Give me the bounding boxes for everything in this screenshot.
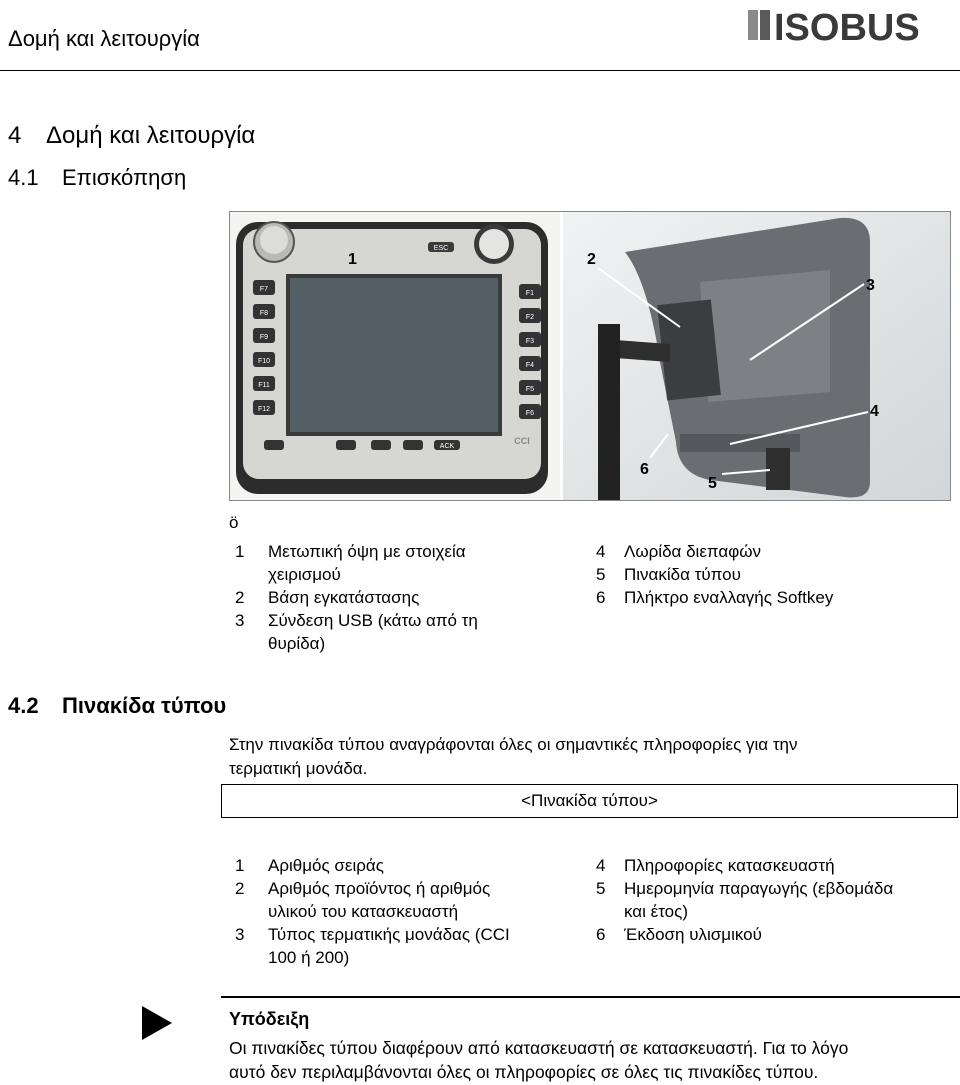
legend-text: Σύνδεση USB (κάτω από τη — [268, 611, 478, 630]
legend-number: 4 — [596, 542, 606, 561]
note-line: αυτό δεν περιλαμβάνονται όλες οι πληροφορίες σε όλες τις πινακίδες τύπου. — [229, 1062, 819, 1082]
legend-text: Βάση εγκατάστασης — [268, 588, 420, 607]
legend-number: 3 — [235, 611, 245, 630]
legend-text: Έκδοση υλισμικού — [624, 925, 762, 944]
plate-legend-item-4 — [596, 854, 946, 877]
legend-text: Λωρίδα διεπαφών — [624, 542, 762, 561]
note-title: Υπόδειξη — [229, 1009, 310, 1029]
key-f4: F4 — [525, 362, 535, 369]
section-number: 4.1 — [8, 165, 39, 190]
chapter-title: Δομή και λειτουργία — [46, 122, 256, 149]
section-heading-overview — [8, 165, 186, 191]
callout-2: 2 — [587, 251, 596, 268]
legend-number: 2 — [235, 588, 245, 607]
section-title: Πινακίδα τύπου — [62, 693, 227, 718]
legend-number: 5 — [596, 565, 606, 584]
type-plate-paragraph — [229, 733, 909, 781]
svg-text:ISOBUS: ISOBUS — [774, 7, 920, 48]
legend-text-cont: χειρισμού — [268, 565, 341, 584]
key-f10: F10 — [257, 358, 271, 365]
plate-legend-item-6 — [596, 923, 946, 946]
legend-text: Μετωπική όψη με στοιχεία — [268, 542, 466, 561]
legend-item-4 — [596, 540, 936, 563]
callout-6: 6 — [640, 461, 649, 478]
legend-number: 6 — [596, 588, 606, 607]
legend-text: Αριθμός σειράς — [268, 856, 384, 875]
plate-legend-item-1 — [235, 854, 555, 877]
ccisobus-logo — [746, 2, 948, 48]
callout-5: 5 — [708, 475, 717, 492]
legend-text-cont: υλικού του κατασκευαστή — [268, 902, 459, 921]
section-heading-type-plate — [8, 693, 226, 719]
legend-text: Πλήκτρο εναλλαγής Softkey — [624, 588, 834, 607]
plate-legend-item-3 — [235, 923, 555, 969]
note-line: Οι πινακίδες τύπου διαφέρουν από κατασκευαστή σε κατασκευαστή. Για το λόγο — [229, 1038, 849, 1058]
legend-number: 2 — [235, 879, 245, 898]
legend-text: Πινακίδα τύπου — [624, 565, 741, 584]
esc-key-label: ESC — [433, 245, 449, 252]
note-text — [229, 1036, 957, 1084]
legend-number: 3 — [235, 925, 245, 944]
legend-number: 5 — [596, 879, 606, 898]
legend-number: 4 — [596, 856, 606, 875]
plate-legend-item-5 — [596, 877, 946, 923]
section-title: Επισκόπηση — [62, 165, 187, 190]
type-plate-placeholder: <Πινακίδα τύπου> — [221, 784, 958, 818]
device-photo — [229, 211, 951, 501]
legend-text-cont: θυρίδα) — [268, 634, 326, 653]
section-number: 4.2 — [8, 693, 39, 718]
legend-text-cont: 100 ή 200) — [268, 948, 350, 967]
plate-legend-item-2 — [235, 877, 555, 923]
key-f7: F7 — [259, 286, 269, 293]
legend-item-5 — [596, 563, 936, 586]
callout-1: 1 — [348, 251, 357, 268]
key-f12: F12 — [257, 406, 271, 413]
key-f2: F2 — [525, 314, 535, 321]
key-f11: F11 — [258, 382, 270, 389]
legend-item-6 — [596, 586, 936, 609]
legend-text: Τύπος τερματικής μονάδας (CCI — [268, 925, 510, 944]
note-arrow-icon — [142, 1006, 172, 1040]
logo-text: CCISOBUS — [748, 46, 754, 47]
key-f8: F8 — [259, 310, 269, 317]
legend-text: Ημερομηνία παραγωγής (εβδομάδα — [624, 879, 894, 898]
ack-key-label: ACK — [439, 443, 455, 450]
key-f1: F1 — [525, 290, 535, 297]
brand-mark: CCI — [514, 436, 530, 446]
header-rule — [0, 70, 960, 71]
legend-number: 6 — [596, 925, 606, 944]
chapter-number: 4 — [8, 122, 22, 149]
key-f6: F6 — [525, 410, 535, 417]
key-f5: F5 — [525, 386, 535, 393]
key-f9: F9 — [259, 334, 269, 341]
callout-3: 3 — [866, 277, 875, 294]
legend-item-2 — [235, 586, 555, 609]
running-header: Δομή και λειτουργία — [8, 26, 200, 51]
callout-4: 4 — [870, 403, 879, 420]
legend-item-3 — [235, 609, 555, 655]
legend-text-cont: και έτος) — [624, 902, 688, 921]
legend-item-1 — [235, 540, 555, 586]
key-f3: F3 — [525, 338, 535, 345]
legend-number: 1 — [235, 542, 245, 561]
note-rule — [221, 996, 960, 998]
paragraph-line: τερματική μονάδα. — [229, 759, 368, 778]
legend-text: Αριθμός προϊόντος ή αριθμός — [268, 879, 491, 898]
legend-number: 1 — [235, 856, 245, 875]
paragraph-line: Στην πινακίδα τύπου αναγράφονται όλες οι σημαντικές πληροφορίες για την — [229, 735, 798, 754]
legend-marker: ö — [229, 513, 239, 532]
chapter-heading — [8, 122, 255, 150]
legend-text: Πληροφορίες κατασκευαστή — [624, 856, 835, 875]
